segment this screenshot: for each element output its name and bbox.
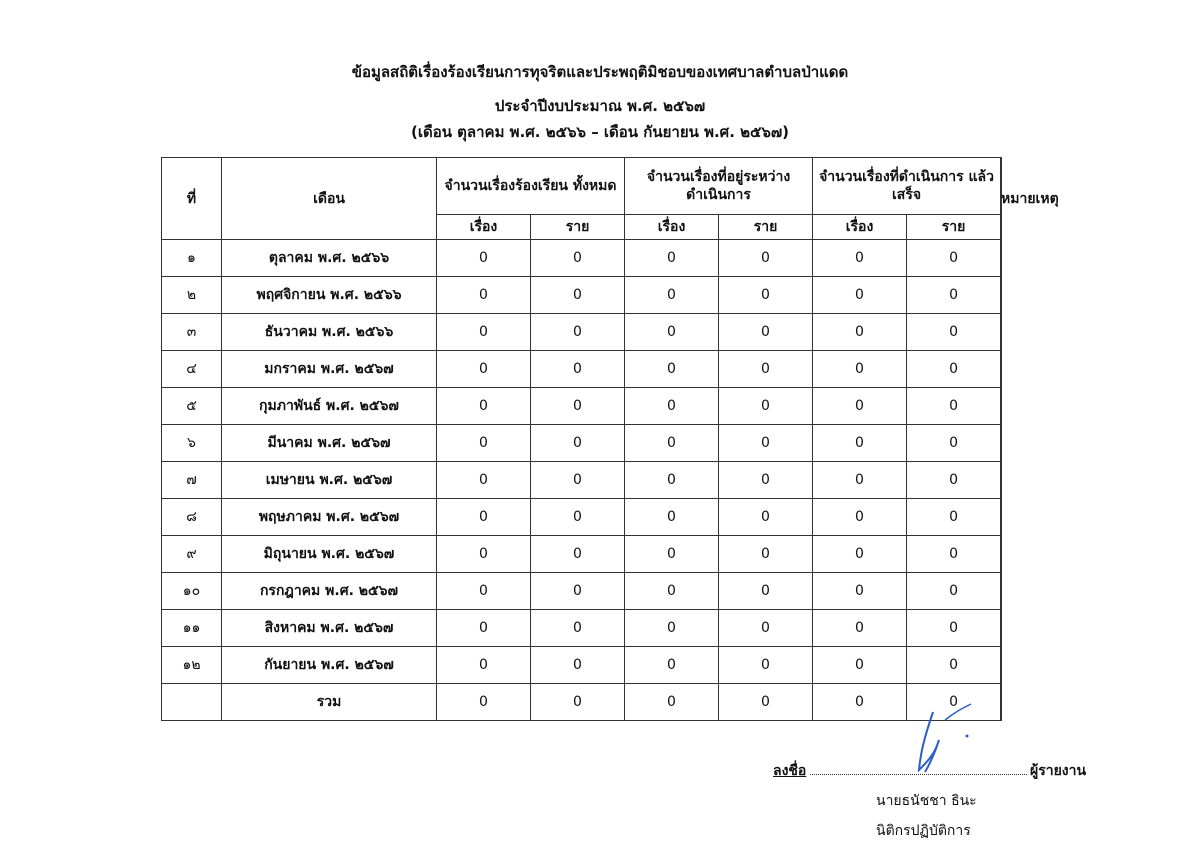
cell-pending-person: 0 — [719, 573, 813, 610]
cell-pending-person: 0 — [719, 425, 813, 462]
header-completed-complaints: จำนวนเรื่องที่ดำเนินการ แล้วเสร็จ — [813, 158, 1001, 215]
header-total-complaints: จำนวนเรื่องร้องเรียน ทั้งหมด — [437, 158, 625, 215]
subheader-person: ราย — [531, 215, 625, 240]
cell-total-person: 0 — [531, 647, 625, 684]
row-number: ๓ — [162, 314, 222, 351]
signatory-position: นิติกรปฏิบัติการ — [876, 823, 971, 839]
table-row — [162, 462, 1002, 499]
total-remark — [1001, 684, 1002, 721]
cell-pending-person: 0 — [719, 314, 813, 351]
row-month: กุมภาพันธ์ พ.ศ. ๒๕๖๗ — [222, 388, 437, 425]
total-total-case: 0 — [437, 684, 531, 721]
subheader-case: เรื่อง — [813, 215, 907, 240]
handwritten-signature — [905, 700, 985, 780]
cell-done-case: 0 — [813, 314, 907, 351]
row-number: ๕ — [162, 388, 222, 425]
cell-total-person: 0 — [531, 277, 625, 314]
cell-remark — [1001, 314, 1002, 351]
row-number: ๑๑ — [162, 610, 222, 647]
cell-done-case: 0 — [813, 240, 907, 277]
cell-total-case: 0 — [437, 314, 531, 351]
cell-pending-person: 0 — [719, 536, 813, 573]
cell-total-person: 0 — [531, 388, 625, 425]
cell-remark — [1001, 499, 1002, 536]
cell-done-person: 0 — [907, 610, 1001, 647]
cell-done-case: 0 — [813, 610, 907, 647]
cell-total-person: 0 — [531, 351, 625, 388]
cell-pending-case: 0 — [625, 610, 719, 647]
table-row — [162, 388, 1002, 425]
row-month: สิงหาคม พ.ศ. ๒๕๖๗ — [222, 610, 437, 647]
row-number: ๔ — [162, 351, 222, 388]
cell-done-person: 0 — [907, 240, 1001, 277]
cell-pending-case: 0 — [625, 462, 719, 499]
cell-remark — [1001, 462, 1002, 499]
cell-remark — [1001, 610, 1002, 647]
table-row — [162, 536, 1002, 573]
cell-pending-case: 0 — [625, 425, 719, 462]
header-no: ที่ — [162, 158, 222, 240]
cell-done-person: 0 — [907, 388, 1001, 425]
row-number: ๑๒ — [162, 647, 222, 684]
cell-done-person: 0 — [907, 277, 1001, 314]
total-pending-person: 0 — [719, 684, 813, 721]
cell-done-person: 0 — [907, 573, 1001, 610]
cell-pending-person: 0 — [719, 388, 813, 425]
row-number: ๙ — [162, 536, 222, 573]
cell-total-case: 0 — [437, 388, 531, 425]
cell-done-person: 0 — [907, 462, 1001, 499]
cell-total-person: 0 — [531, 462, 625, 499]
subheader-person: ราย — [719, 215, 813, 240]
document-period: (เดือน ตุลาคม พ.ศ. ๒๕๖๖ – เดือน กันยายน พ.ศ. ๒๕๖๗) — [410, 123, 790, 141]
row-month: เมษายน พ.ศ. ๒๕๖๗ — [222, 462, 437, 499]
table-row — [162, 425, 1002, 462]
signatory-name: นายธนัชชา ธินะ — [876, 793, 977, 809]
cell-remark — [1001, 573, 1002, 610]
row-number: ๖ — [162, 425, 222, 462]
cell-pending-case: 0 — [625, 499, 719, 536]
header-remark: หมายเหตุ — [1001, 158, 1002, 240]
total-total-person: 0 — [531, 684, 625, 721]
cell-pending-person: 0 — [719, 499, 813, 536]
cell-done-person: 0 — [907, 647, 1001, 684]
table-row — [162, 610, 1002, 647]
cell-done-case: 0 — [813, 462, 907, 499]
total-row — [162, 684, 1002, 721]
cell-total-case: 0 — [437, 499, 531, 536]
total-done-case: 0 — [813, 684, 907, 721]
cell-remark — [1001, 536, 1002, 573]
document-subtitle: ประจำปีงบประมาณ พ.ศ. ๒๕๖๗ — [494, 97, 706, 115]
subheader-person: ราย — [907, 215, 1001, 240]
cell-pending-case: 0 — [625, 351, 719, 388]
row-month: ธันวาคม พ.ศ. ๒๕๖๖ — [222, 314, 437, 351]
cell-done-person: 0 — [907, 351, 1001, 388]
cell-pending-case: 0 — [625, 388, 719, 425]
cell-remark — [1001, 647, 1002, 684]
cell-pending-person: 0 — [719, 277, 813, 314]
table-row — [162, 277, 1002, 314]
cell-total-person: 0 — [531, 499, 625, 536]
cell-pending-person: 0 — [719, 462, 813, 499]
cell-done-case: 0 — [813, 425, 907, 462]
cell-total-person: 0 — [531, 573, 625, 610]
row-number: ๘ — [162, 499, 222, 536]
table-row — [162, 573, 1002, 610]
table-row — [162, 351, 1002, 388]
cell-total-person: 0 — [531, 536, 625, 573]
cell-pending-case: 0 — [625, 277, 719, 314]
row-month: กรกฎาคม พ.ศ. ๒๕๖๗ — [222, 573, 437, 610]
cell-total-person: 0 — [531, 314, 625, 351]
signature-label: ลงชื่อ — [773, 763, 807, 779]
cell-pending-case: 0 — [625, 573, 719, 610]
cell-done-case: 0 — [813, 536, 907, 573]
total-label: รวม — [222, 684, 437, 721]
row-month: มกราคม พ.ศ. ๒๕๖๗ — [222, 351, 437, 388]
cell-pending-case: 0 — [625, 314, 719, 351]
row-month: มีนาคม พ.ศ. ๒๕๖๗ — [222, 425, 437, 462]
cell-total-person: 0 — [531, 240, 625, 277]
cell-pending-person: 0 — [719, 610, 813, 647]
cell-total-case: 0 — [437, 610, 531, 647]
cell-total-case: 0 — [437, 573, 531, 610]
cell-pending-case: 0 — [625, 536, 719, 573]
row-month: มิถุนายน พ.ศ. ๒๕๖๗ — [222, 536, 437, 573]
cell-done-person: 0 — [907, 425, 1001, 462]
total-done-person: 0 — [907, 684, 1001, 721]
cell-done-person: 0 — [907, 314, 1001, 351]
header-month: เดือน — [222, 158, 437, 240]
cell-done-case: 0 — [813, 573, 907, 610]
cell-pending-case: 0 — [625, 240, 719, 277]
cell-remark — [1001, 425, 1002, 462]
cell-total-case: 0 — [437, 351, 531, 388]
cell-remark — [1001, 277, 1002, 314]
cell-done-case: 0 — [813, 277, 907, 314]
cell-remark — [1001, 240, 1002, 277]
cell-remark — [1001, 351, 1002, 388]
cell-total-case: 0 — [437, 240, 531, 277]
cell-pending-case: 0 — [625, 647, 719, 684]
cell-total-case: 0 — [437, 647, 531, 684]
row-month: พฤษภาคม พ.ศ. ๒๕๖๗ — [222, 499, 437, 536]
cell-done-case: 0 — [813, 647, 907, 684]
cell-total-case: 0 — [437, 536, 531, 573]
cell-done-case: 0 — [813, 351, 907, 388]
total-number — [162, 684, 222, 721]
row-number: ๗ — [162, 462, 222, 499]
row-month: กันยายน พ.ศ. ๒๕๖๗ — [222, 647, 437, 684]
cell-total-person: 0 — [531, 610, 625, 647]
cell-done-case: 0 — [813, 499, 907, 536]
subheader-case: เรื่อง — [437, 215, 531, 240]
cell-remark — [1001, 388, 1002, 425]
cell-total-case: 0 — [437, 462, 531, 499]
cell-pending-person: 0 — [719, 351, 813, 388]
document-title: ข้อมูลสถิติเรื่องร้องเรียนการทุจริตและประพฤติมิชอบของเทศบาลตำบลป่าแดด — [351, 63, 849, 81]
row-month: ตุลาคม พ.ศ. ๒๕๖๖ — [222, 240, 437, 277]
cell-total-person: 0 — [531, 425, 625, 462]
table-row — [162, 240, 1002, 277]
signature-role: ผู้รายงาน — [1030, 763, 1087, 779]
cell-done-person: 0 — [907, 499, 1001, 536]
table-row — [162, 314, 1002, 351]
cell-pending-person: 0 — [719, 240, 813, 277]
row-number: ๑๐ — [162, 573, 222, 610]
total-pending-case: 0 — [625, 684, 719, 721]
cell-pending-person: 0 — [719, 647, 813, 684]
cell-total-case: 0 — [437, 425, 531, 462]
table-row — [162, 499, 1002, 536]
complaint-statistics-table — [161, 157, 1059, 721]
cell-total-case: 0 — [437, 277, 531, 314]
row-number: ๑ — [162, 240, 222, 277]
cell-done-person: 0 — [907, 536, 1001, 573]
row-month: พฤศจิกายน พ.ศ. ๒๕๖๖ — [222, 277, 437, 314]
cell-done-case: 0 — [813, 388, 907, 425]
table-row — [162, 647, 1002, 684]
row-number: ๒ — [162, 277, 222, 314]
subheader-case: เรื่อง — [625, 215, 719, 240]
header-pending-complaints: จำนวนเรื่องที่อยู่ระหว่าง ดำเนินการ — [625, 158, 813, 215]
